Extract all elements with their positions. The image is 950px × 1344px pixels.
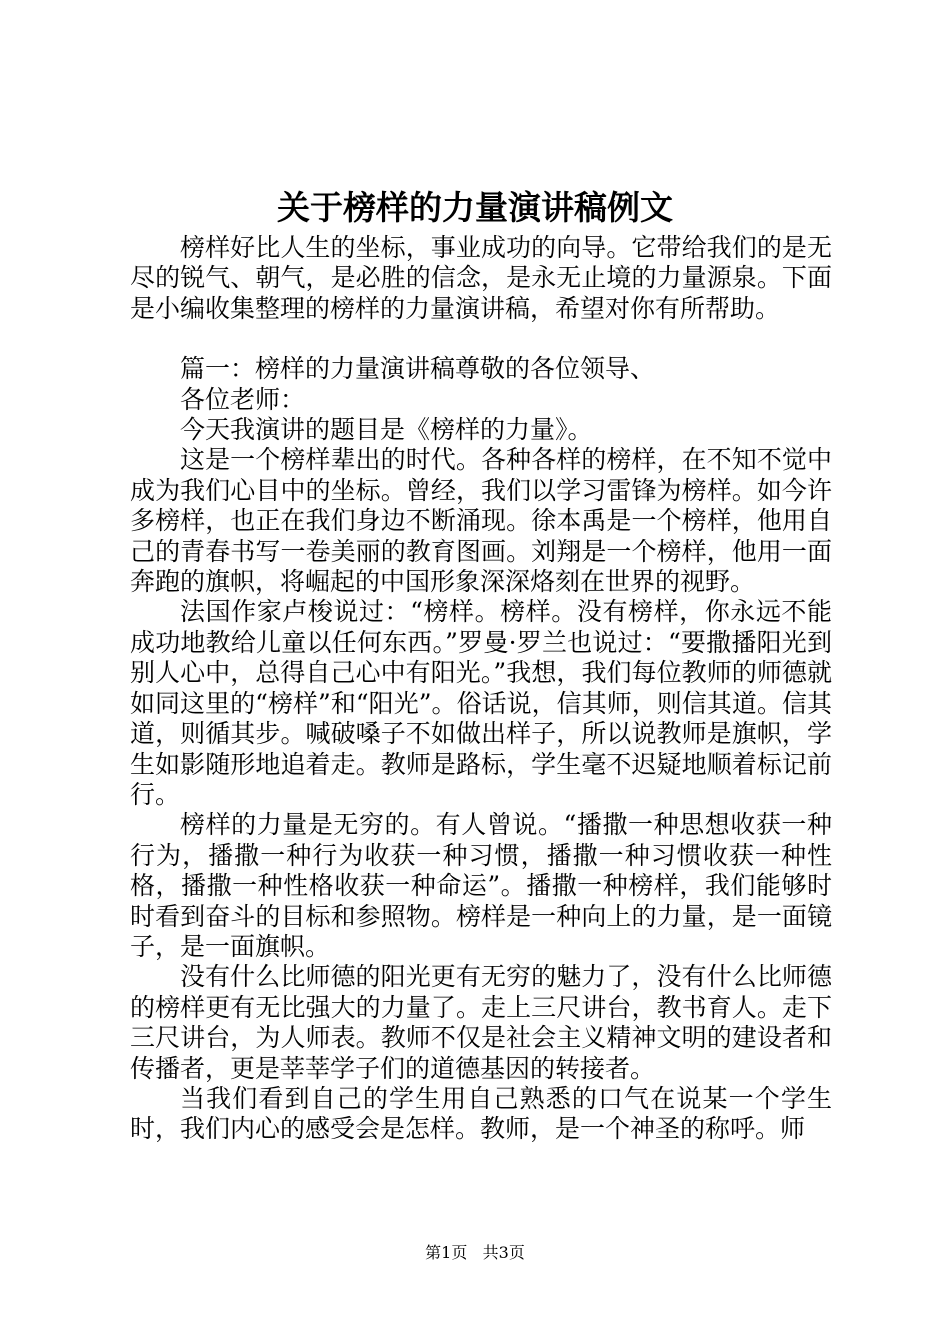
body-paragraph: 今天我演讲的题目是《榜样的力量》。 <box>180 415 593 445</box>
body-paragraph: 法国作家卢梭说过：“榜样。榜样。没有榜样，你永远不能成功地教给儿童以任何东西。”罗曼·罗兰也说过：“要撒播阳光到别人心中，总得自己心中有阳光。”我想，我们每位教师的师德就如同这里的“榜样”和“阳光”。俗话说，信其师，则信其道。信其道，则循其步。喊破嗓子不如做出样子，所以说教师是旗帜，学生如影随形地追着走。教师是路标，学生毫不迟疑地顺着标记前行。 <box>130 597 832 809</box>
document-title: 关于榜样的力量演讲稿例文 <box>277 188 673 227</box>
body-paragraph: 当我们看到自己的学生用自己熟悉的口气在说某一个学生时，我们内心的感受会是怎样。教师，是一个神圣的称呼。师 <box>130 1083 832 1144</box>
body-paragraph: 篇一：榜样的力量演讲稿尊敬的各位领导、 <box>180 354 656 384</box>
body-paragraph: 没有什么比师德的阳光更有无穷的魅力了，没有什么比师德的榜样更有无比强大的力量了。走上三尺讲台，教书育人。走下三尺讲台，为人师表。教师不仅是社会主义精神文明的建设者和传播者，更是莘莘学子们的道德基因的转接者。 <box>130 962 832 1083</box>
page-footer <box>0 1243 950 1263</box>
body-paragraph: 各位老师： <box>180 384 306 414</box>
intro-paragraph: 榜样好比人生的坐标，事业成功的向导。它带给我们的是无尽的锐气、朝气，是必胜的信念，是永无止境的力量源泉。下面是小编收集整理的榜样的力量演讲稿，希望对你有所帮助。 <box>130 233 832 323</box>
page-total: 共3页 <box>482 1243 525 1262</box>
paragraph-spacer <box>130 324 832 354</box>
footer-gap <box>472 1243 477 1262</box>
body-paragraph: 榜样的力量是无穷的。有人曾说。“播撒一种思想收获一种行为，播撒一种行为收获一种习惯，播撒一种习惯收获一种性格，播撒一种性格收获一种命运”。播撒一种榜样，我们能够时时看到奋斗的目标和参照物。榜样是一种向上的力量，是一面镜子，是一面旗帜。 <box>130 810 832 961</box>
page-number: 第1页 <box>425 1243 468 1262</box>
body-paragraph: 这是一个榜样辈出的时代。各种各样的榜样，在不知不觉中成为我们心目中的坐标。曾经，我们以学习雷锋为榜样。如今许多榜样，也正在我们身边不断涌现。徐本禹是一个榜样，他用自己的青春书写一卷美丽的教育图画。刘翔是一个榜样，他用一面奔跑的旗帜，将崛起的中国形象深深烙刻在世界的视野。 <box>130 445 832 597</box>
document-body <box>130 233 832 1145</box>
